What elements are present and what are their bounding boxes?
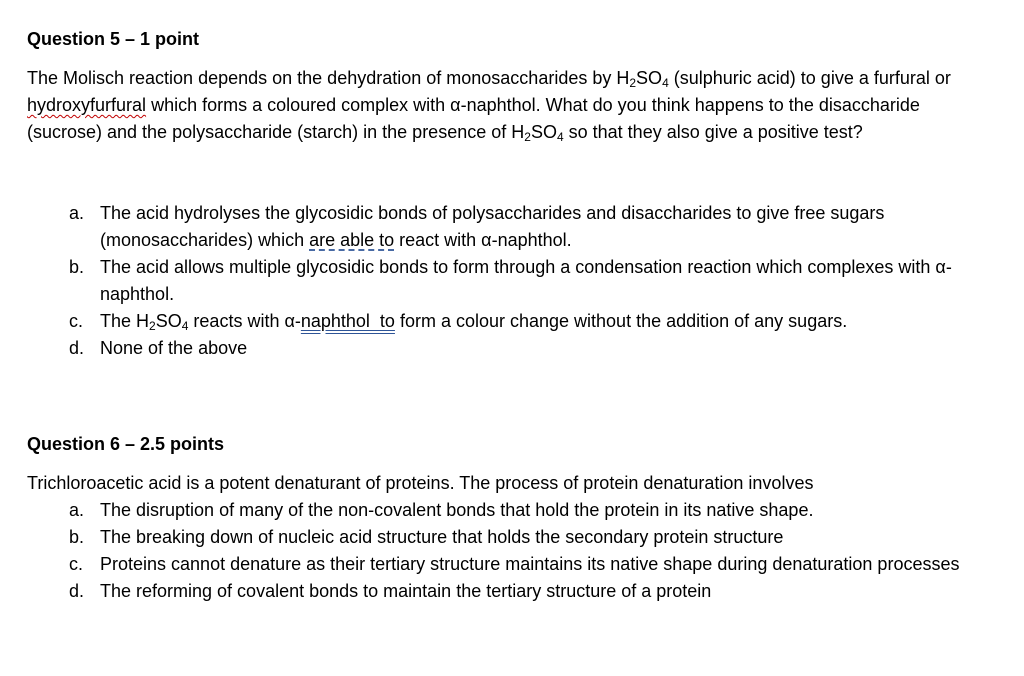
stem-text: which forms a coloured complex with α-naphthol. What do you think happens to the disaccharide (sucrose) and the polysaccharide (starch) in the presence of H bbox=[27, 95, 920, 142]
stem-text: (sulphuric acid) to give a furfural or bbox=[668, 68, 951, 88]
spellcheck-word[interactable]: hydroxyfurfural bbox=[27, 95, 147, 115]
grammar-suggestion[interactable]: are able to bbox=[309, 230, 395, 250]
option-letter: d. bbox=[69, 581, 85, 601]
option-d[interactable] bbox=[27, 578, 987, 605]
option-text: Proteins cannot denature as their tertiary structure maintains its native shape during denaturation processes bbox=[100, 554, 960, 574]
option-letter: c. bbox=[69, 554, 84, 574]
option-text: The disruption of many of the non-covalent bonds that hold the protein in its native shape. bbox=[100, 500, 814, 520]
stem-text: SO bbox=[636, 68, 663, 88]
option-text-part: reacts with α- bbox=[188, 311, 301, 331]
option-letter: b. bbox=[69, 257, 85, 277]
stem-text: The Molisch reaction depends on the dehydration of monosaccharides by H bbox=[27, 68, 630, 88]
option-letter: a. bbox=[69, 203, 85, 223]
question-6-heading: Question 6 – 2.5 points bbox=[27, 434, 225, 454]
option-text-part: react with α-naphthol. bbox=[394, 230, 572, 250]
option-a[interactable] bbox=[27, 497, 987, 524]
option-text: The reforming of covalent bonds to maintain the tertiary structure of a protein bbox=[100, 581, 712, 601]
option-letter: b. bbox=[69, 527, 85, 547]
option-text-part: The acid hydrolyses the glycosidic bonds of polysaccharides and disaccharides to give free sugars (monosaccharides) which bbox=[100, 203, 885, 250]
option-text: The breaking down of nucleic acid structure that holds the secondary protein structure bbox=[100, 527, 784, 547]
subscript: 2 bbox=[149, 319, 156, 333]
stem-text: SO bbox=[530, 122, 557, 142]
option-text bbox=[99, 308, 987, 335]
subscript: 4 bbox=[181, 319, 189, 333]
option-a[interactable] bbox=[27, 200, 987, 254]
subscript: 4 bbox=[556, 130, 564, 144]
subscript: 4 bbox=[662, 76, 669, 90]
option-c[interactable] bbox=[27, 551, 987, 578]
stem-text: so that they also give a positive test? bbox=[563, 122, 863, 142]
option-letter: a. bbox=[69, 500, 85, 520]
option-b[interactable] bbox=[27, 524, 987, 551]
option-c[interactable] bbox=[27, 308, 987, 335]
option-text bbox=[99, 200, 987, 254]
option-letter: c. bbox=[69, 311, 84, 331]
option-text-part: SO bbox=[155, 311, 182, 331]
option-text-part: form a colour change without the addition of any sugars. bbox=[394, 311, 848, 331]
option-text: The acid allows multiple glycosidic bonds to form through a condensation reaction which complexes with α-naphthol. bbox=[100, 257, 952, 304]
option-text-part: The H bbox=[100, 311, 150, 331]
option-b[interactable] bbox=[27, 254, 987, 308]
option-text: None of the above bbox=[100, 338, 248, 358]
question-5-heading: Question 5 – 1 point bbox=[27, 29, 200, 49]
question-6-options bbox=[27, 497, 987, 605]
question-5-stem bbox=[27, 65, 987, 146]
subscript: 2 bbox=[524, 130, 531, 144]
option-d[interactable] bbox=[27, 335, 987, 362]
question-5-options bbox=[27, 200, 987, 362]
option-letter: d. bbox=[69, 338, 85, 358]
subscript: 2 bbox=[629, 76, 637, 90]
grammar-suggestion[interactable]: naphthol to bbox=[300, 311, 395, 331]
question-6-stem: Trichloroacetic acid is a potent denaturant of proteins. The process of protein denaturation involves bbox=[27, 473, 814, 493]
